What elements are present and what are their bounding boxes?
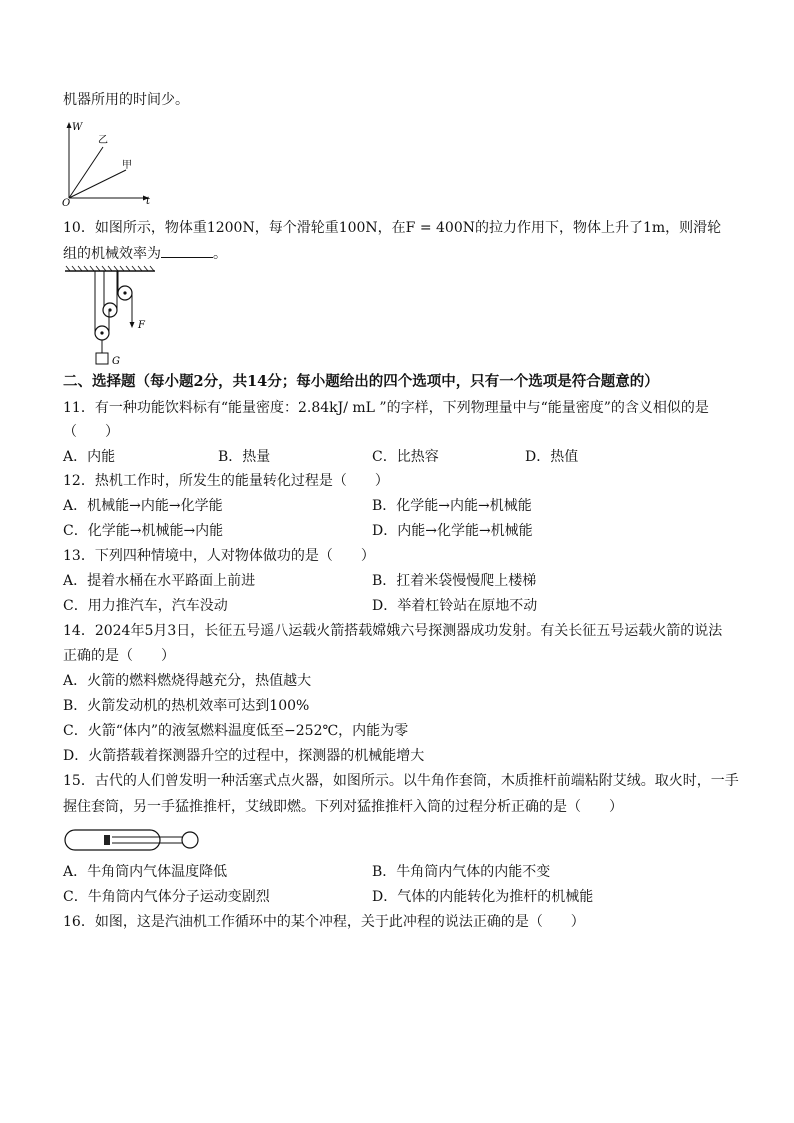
q12-option-d[interactable]: D．内能→化学能→机械能 [372, 523, 533, 539]
q11-option-d[interactable]: D．热值 [525, 449, 579, 465]
q11-option-b[interactable]: B．热量 [218, 449, 271, 465]
q11-option-c[interactable]: C．比热容 [372, 449, 439, 465]
work-time-graph [60, 118, 156, 206]
q13-option-c[interactable]: C．用力推汽车，汽车没动 [63, 598, 228, 614]
load-block [96, 353, 108, 364]
answer-blank[interactable] [161, 243, 213, 258]
q14-option-a[interactable]: A．火箭的燃料燃烧得越充分，热值越大 [63, 673, 312, 689]
push-rod-handle [182, 832, 198, 848]
horn-tube [65, 830, 160, 850]
pull-arrow [130, 322, 135, 328]
q10-stem-before-blank: 组的机械效率为 [63, 246, 161, 262]
line-yi-label: 乙 [98, 135, 108, 146]
q10-stem-after-blank: 。 [213, 246, 227, 262]
x-axis-label: t [146, 196, 151, 206]
section-title: 二、选择题（每小题2分，共14分；每小题给出的四个选项中，只有一个选项是符合题意的） [63, 373, 659, 390]
q15-option-d[interactable]: D．气体的内能转化为推杆的机械能 [372, 889, 594, 905]
pulley-system-diagram [60, 265, 160, 370]
q15-stem-line2: 握住套筒，另一手猛推推杆，艾绒即燃。下列对猛推推杆入筒的过程分析正确的是（ ） [63, 799, 623, 815]
fire-piston-diagram [62, 826, 202, 856]
q13-stem: 13．下列四种情境中，人对物体做功的是（ ） [63, 548, 375, 564]
q16-stem: 16．如图，这是汽油机工作循环中的某个冲程，关于此冲程的说法正确的是（ ） [63, 914, 585, 930]
q14-stem-line1: 14．2024年5月3日，长征五号遥八运载火箭搭载嫦娥六号探测器成功发射。有关长征五号运载火箭的说法 [63, 623, 723, 639]
line-jia [69, 170, 126, 198]
y-axis-arrow [67, 122, 72, 128]
weight-label: G [112, 356, 120, 367]
q12-stem: 12．热机工作时，所发生的能量转化过程是（ ） [63, 473, 389, 489]
q14-option-c[interactable]: C．火箭“体内”的液氢燃料温度低至−252℃，内能为零 [63, 723, 409, 739]
force-label: F [138, 320, 145, 331]
q13-option-d[interactable]: D．举着杠铃站在原地不动 [372, 598, 538, 614]
q10-stem-line1: 10．如图所示，物体重1200N，每个滑轮重100N，在F = 400N的拉力作用下，物体上升了1m，则滑轮 [63, 220, 722, 236]
q14-option-b[interactable]: B．火箭发动机的热机效率可达到100% [63, 698, 310, 714]
q12-option-b[interactable]: B．化学能→内能→机械能 [372, 498, 532, 514]
carryover-line: 机器所用的时间少。 [63, 92, 189, 108]
line-yi [69, 147, 103, 198]
y-axis-label: W [72, 122, 83, 133]
q14-option-d[interactable]: D．火箭搭载着探测器升空的过程中，探测器的机械能增大 [63, 748, 425, 764]
q15-option-c[interactable]: C．牛角筒内气体分子运动变剧烈 [63, 889, 270, 905]
q13-option-b[interactable]: B．扛着米袋慢慢爬上楼梯 [372, 573, 537, 589]
q11-option-a[interactable]: A．内能 [63, 449, 116, 465]
q12-option-c[interactable]: C．化学能→机械能→内能 [63, 523, 224, 539]
tinder [104, 835, 110, 845]
q15-stem-line1: 15．古代的人们曾发明一种活塞式点火器，如图所示。以牛角作套筒，木质推杆前端粘附艾绒。取火时，一手 [63, 773, 739, 789]
q10-stem-line2 [63, 243, 227, 264]
q15-option-a[interactable]: A．牛角筒内气体温度降低 [63, 864, 228, 880]
q13-option-a[interactable]: A．提着水桶在水平路面上前进 [63, 573, 256, 589]
q15-option-b[interactable]: B．牛角筒内气体的内能不变 [372, 864, 551, 880]
origin-label: O [62, 198, 71, 206]
q11-stem-line1: 11．有一种功能饮料标有“能量密度：2.84kJ/ mL ”的字样，下列物理量中与“能量密度”的含义相似的是 [63, 400, 709, 416]
line-jia-label: 甲 [122, 160, 132, 171]
q12-option-a[interactable]: A．机械能→内能→化学能 [63, 498, 223, 514]
q11-stem-line2: （ ） [63, 424, 119, 440]
q14-stem-line2: 正确的是（ ） [63, 648, 175, 664]
